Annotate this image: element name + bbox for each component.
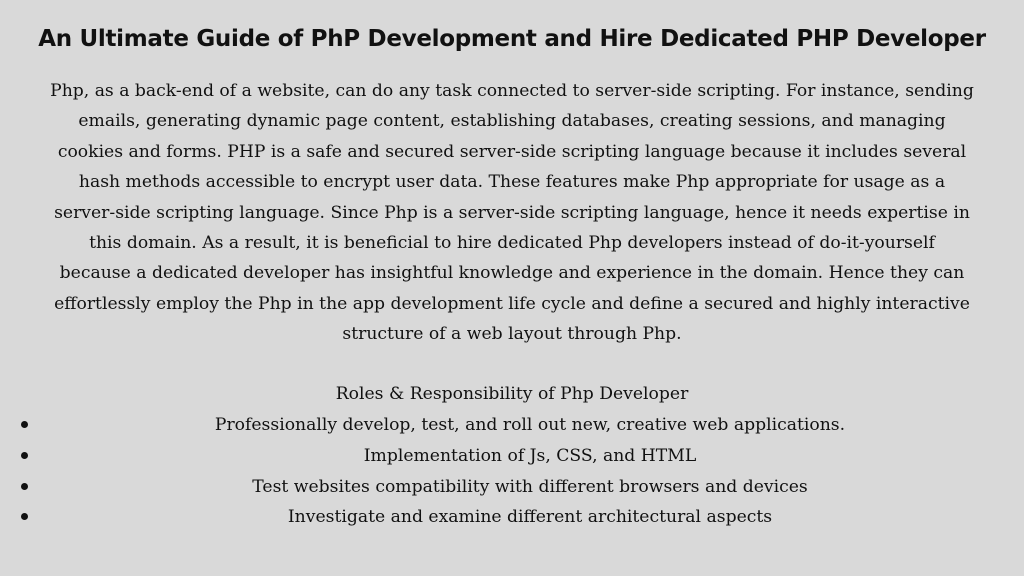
list-item: [0, 472, 1024, 503]
list-item-text: Professionally develop, test, and roll out new, creative web applications.: [214, 415, 846, 435]
bullet-icon: [21, 513, 28, 520]
intro-line: structure of a web layout through Php.: [342, 324, 682, 345]
page-title: An Ultimate Guide of PhP Development and Hire Dedicated PHP Developer: [38, 26, 986, 52]
bullet-icon: [21, 452, 28, 459]
list-item-text: Implementation of Js, CSS, and HTML: [363, 445, 697, 466]
roles-heading: Roles & Responsibility of Php Developer: [335, 384, 689, 404]
bullet-icon: [21, 421, 28, 428]
list-item-text: Investigate and examine different architectural aspects: [287, 507, 773, 528]
bullet-icon: [21, 483, 28, 490]
intro-paragraph: [0, 76, 1024, 350]
intro-line: Php, as a back-end of a website, can do any task connected to server-side scripting. For instance, sending: [50, 81, 974, 101]
list-item-text: Test websites compatibility with different browsers and devices: [252, 476, 808, 497]
intro-line: hash methods accessible to encrypt user data. These features make Php appropriate for usage as a: [78, 172, 946, 193]
intro-line: server-side scripting language. Since Php is a server-side scripting language, hence it needs expertise in: [54, 202, 970, 223]
list-item: [0, 410, 1024, 441]
intro-line: because a dedicated developer has insightful knowledge and experience in the domain. Hence they can: [59, 263, 965, 284]
list-item: [0, 441, 1024, 472]
intro-line: this domain. As a result, it is beneficial to hire dedicated Php developers instead of do-it-yourself: [89, 233, 935, 254]
intro-line: emails, generating dynamic page content, establishing databases, creating sessions, and managing: [78, 111, 946, 132]
intro-line: cookies and forms. PHP is a safe and secured server-side scripting language because it includes several: [57, 141, 967, 162]
list-item: [0, 502, 1024, 533]
roles-list: [0, 410, 1024, 533]
intro-line: effortlessly employ the Php in the app development life cycle and define a secured and highly interactive: [54, 293, 970, 314]
